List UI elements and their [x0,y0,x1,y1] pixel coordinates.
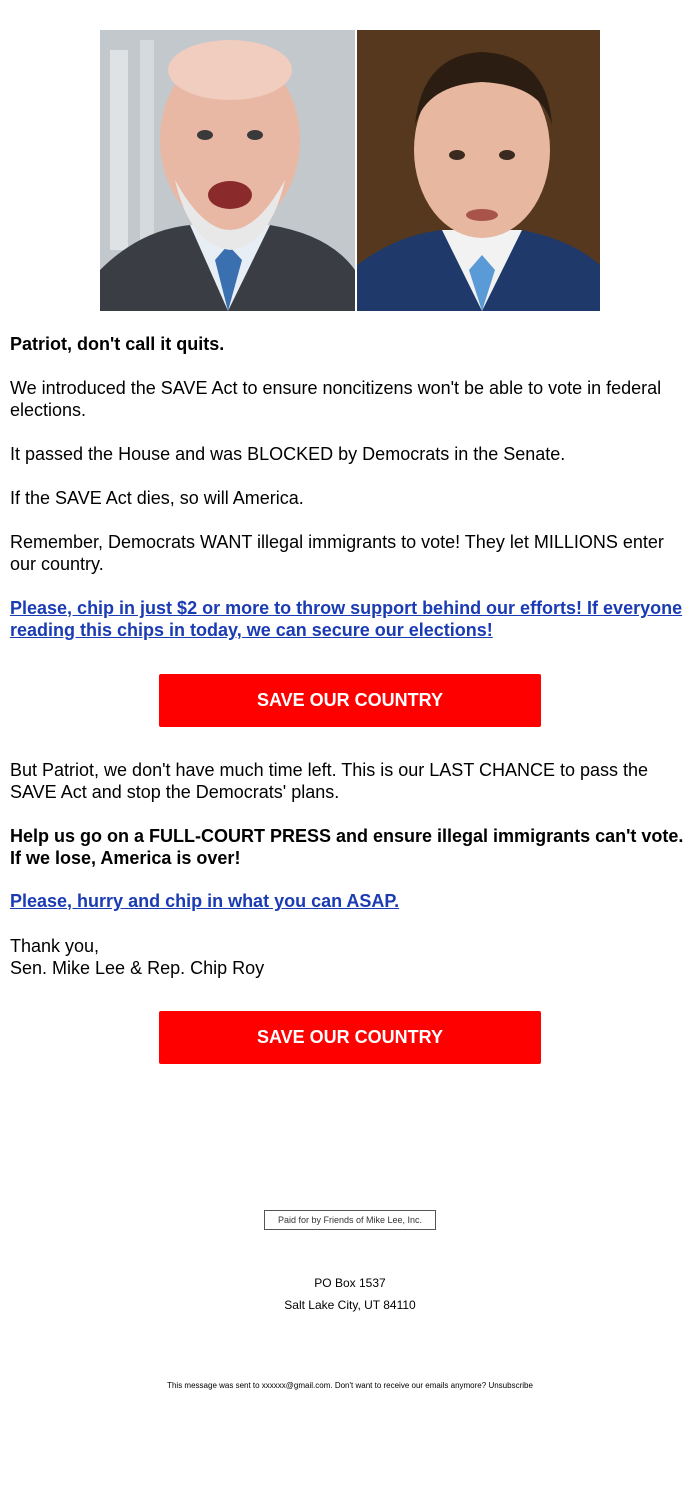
save-our-country-button-1[interactable]: SAVE OUR COUNTRY [159,674,541,727]
portrait-right-illustration [357,30,600,311]
unsubscribe-link[interactable]: Unsubscribe [488,1381,533,1390]
legal-text: This message was sent to xxxxxx@gmail.com. Don't want to receive our emails anymore? [167,1381,487,1390]
address-line-2: Salt Lake City, UT 84110 [284,1298,416,1312]
signoff-thanks: Thank you, [10,936,100,956]
greeting: Patriot, don't call it quits. [10,334,225,354]
hero-image [100,30,600,311]
paragraph-remember: Remember, Democrats WANT illegal immigrants to vote! They let MILLIONS enter our country. [10,532,664,574]
save-our-country-button-2[interactable]: SAVE OUR COUNTRY [159,1011,541,1064]
paragraph-save-act: We introduced the SAVE Act to ensure noncitizens won't be able to vote in federal elections. [10,378,662,420]
paragraph-full-court-press: Help us go on a FULL-COURT PRESS and ensure illegal immigrants can't vote. If we lose, America is over! [10,826,684,868]
signoff [10,935,690,979]
paragraph-time-left: But Patriot, we don't have much time left. This is our LAST CHANCE to pass the SAVE Act and stop the Democrats' plans. [10,760,649,802]
paragraph-dies: If the SAVE Act dies, so will America. [10,488,304,508]
donate-link-2-wrap [10,890,690,912]
paragraph-blocked: It passed the House and was BLOCKED by Democrats in the Senate. [10,444,566,464]
legal-footer [0,1380,700,1392]
donate-link-1[interactable]: Please, chip in just $2 or more to throw support behind our efforts! If everyone reading this chips in today, we can secure our elections! [10,598,683,640]
donate-link-1-wrap [10,597,690,641]
portrait-photo-right [357,30,600,311]
donate-link-2[interactable]: Please, hurry and chip in what you can ASAP. [10,891,400,911]
signoff-names: Sen. Mike Lee & Rep. Chip Roy [10,958,265,978]
portrait-photo-left [100,30,355,311]
portrait-left-illustration [100,30,355,311]
address-line-1: PO Box 1537 [314,1276,386,1290]
paid-for-disclaimer: Paid for by Friends of Mike Lee, Inc. [264,1210,436,1230]
